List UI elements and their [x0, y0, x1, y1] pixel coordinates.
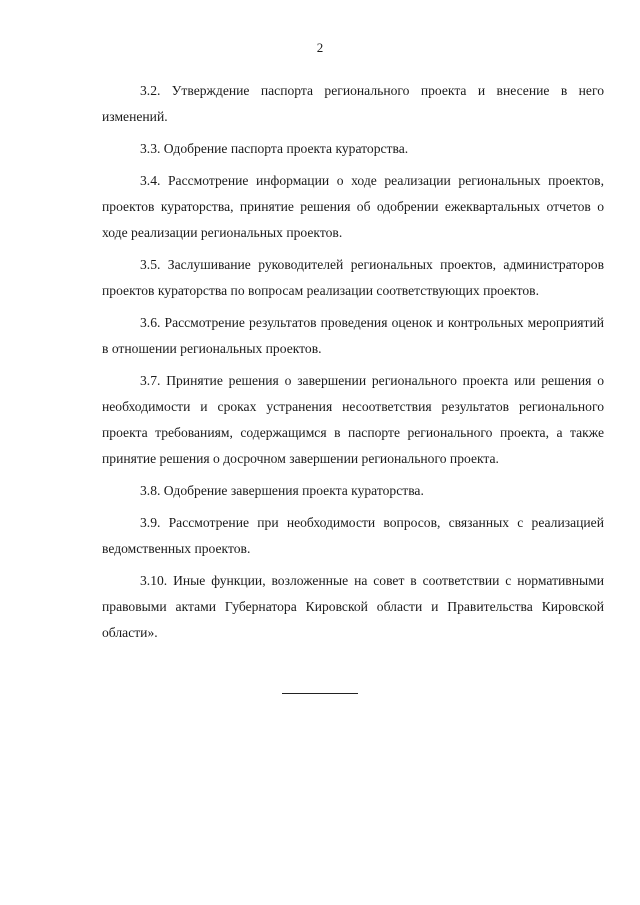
paragraph-3-8: 3.8. Одобрение завершения проекта кураторства. — [140, 483, 424, 498]
paragraph-3-5: 3.5. Заслушивание руководителей региональных проектов, администраторов проектов кураторства по вопросам реализации соответствующих проектов. — [102, 257, 604, 298]
document-body — [102, 78, 604, 652]
paragraph-3-10: 3.10. Иные функции, возложенные на совет в соответствии с нормативными правовыми актами Губернатора Кировской области и Правительства Кировской области». — [102, 573, 604, 640]
closing-separator-line — [282, 693, 358, 694]
paragraph-3-7: 3.7. Принятие решения о завершении регионального проекта или решения о необходимости и сроках устранения несоответствия результатов регионального проекта требованиям, содержащимся в паспорте регионального проекта, а также принятие решения о досрочном завершении регионального проекта. — [102, 373, 604, 466]
paragraph-3-2: 3.2. Утверждение паспорта регионального проекта и внесение в него изменений. — [102, 83, 604, 124]
paragraph-3-3: 3.3. Одобрение паспорта проекта кураторства. — [140, 141, 409, 156]
paragraph-3-6: 3.6. Рассмотрение результатов проведения оценок и контрольных мероприятий в отношении региональных проектов. — [102, 315, 604, 356]
paragraph-3-4: 3.4. Рассмотрение информации о ходе реализации региональных проектов, проектов кураторства, принятие решения об одобрении ежеквартальных отчетов о ходе реализации региональных проектов. — [102, 173, 604, 240]
page-number: 2 — [316, 40, 324, 55]
paragraph-3-9: 3.9. Рассмотрение при необходимости вопросов, связанных с реализацией ведомственных проектов. — [102, 515, 604, 556]
